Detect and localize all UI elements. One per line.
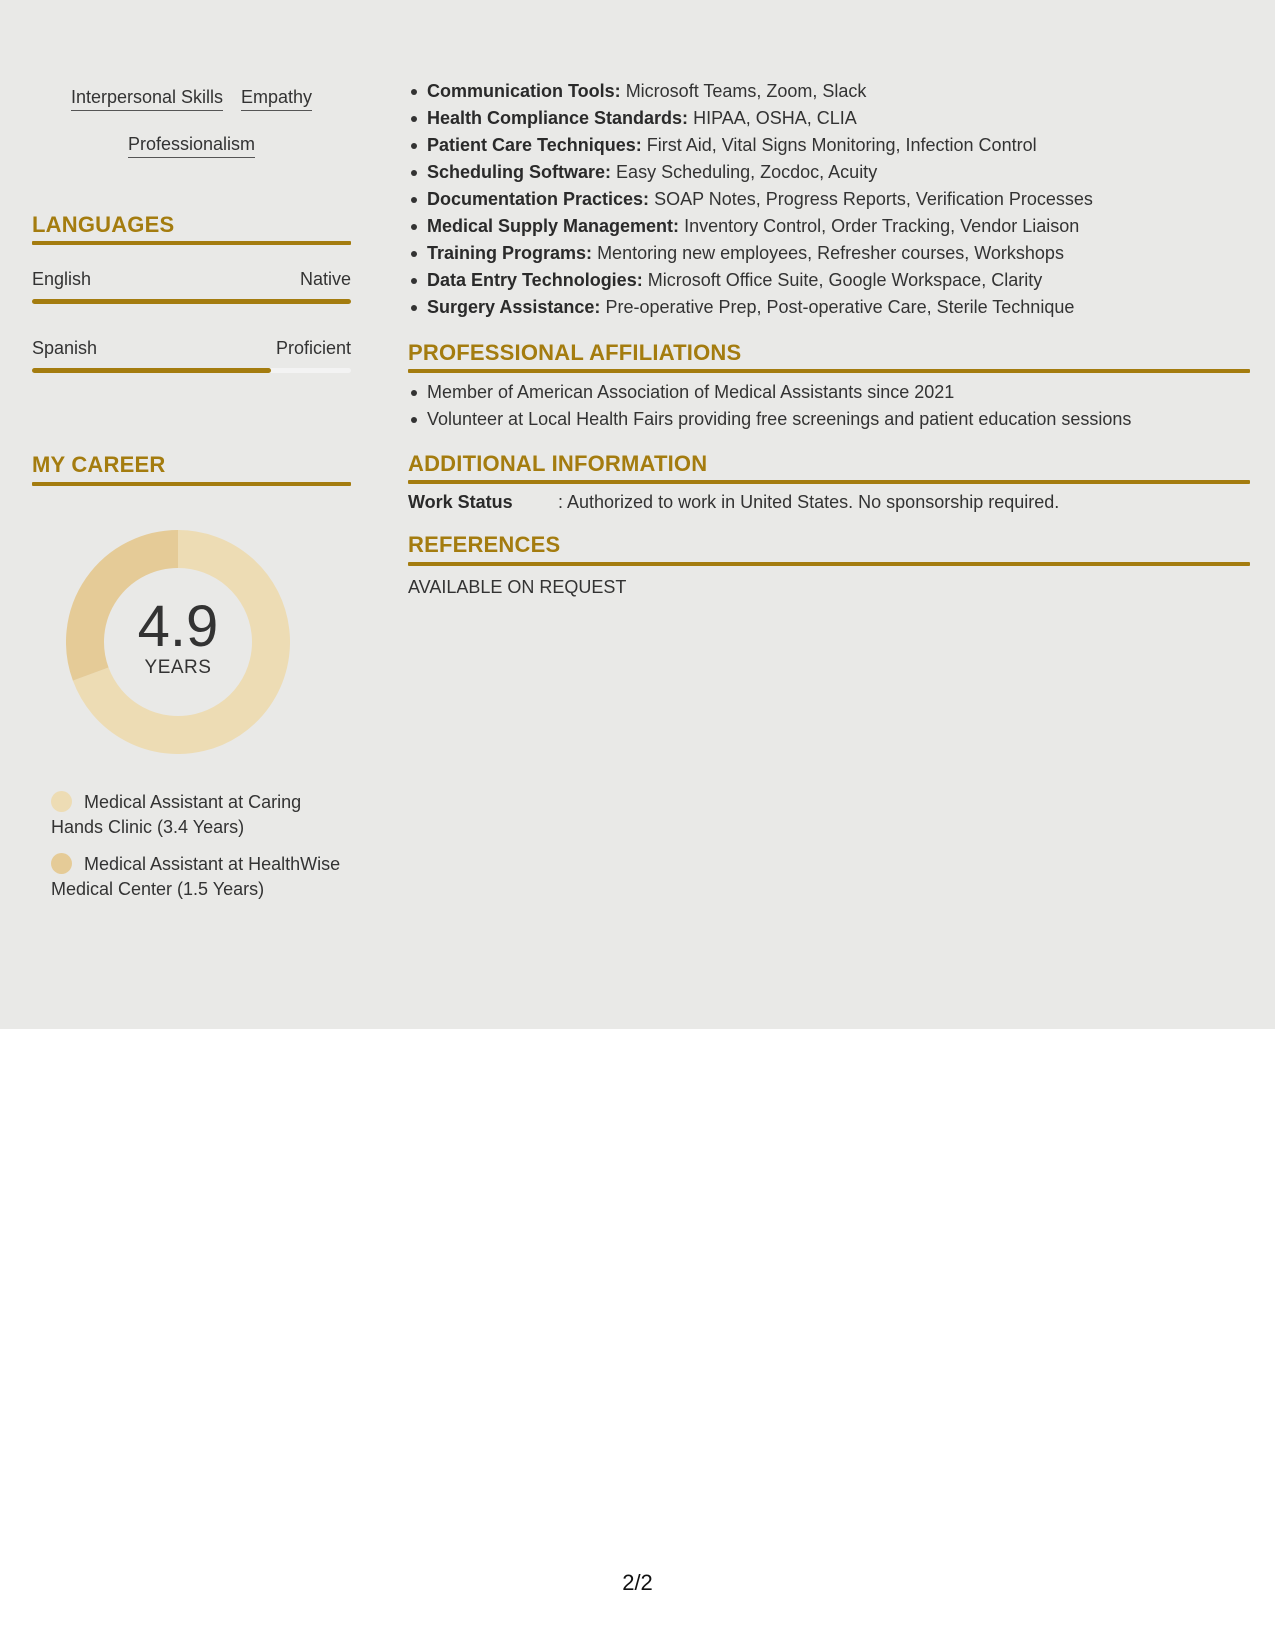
career-legend-item — [51, 852, 341, 902]
language-bar — [32, 299, 351, 304]
tools-list-item: Patient Care Techniques: First Aid, Vital Signs Monitoring, Infection Control — [427, 132, 1093, 159]
language-name: English — [32, 269, 92, 289]
affiliations-heading: PROFESSIONAL AFFILIATIONS — [408, 340, 742, 365]
tools-list-item: Surgery Assistance: Pre-operative Prep, Post-operative Care, Sterile Technique — [427, 294, 1093, 321]
career-total-unit: YEARS — [144, 657, 212, 678]
career-heading-rule — [32, 482, 351, 486]
work-status-label: Work Status — [408, 492, 513, 512]
language-name: Spanish — [32, 338, 98, 358]
tools-list-item: Communication Tools: Microsoft Teams, Zoom, Slack — [427, 78, 1093, 105]
languages-heading: LANGUAGES — [32, 212, 175, 237]
language-row — [32, 337, 351, 359]
tools-list-item: Medical Supply Management: Inventory Control, Order Tracking, Vendor Liaison — [427, 213, 1093, 240]
additional-info-heading: ADDITIONAL INFORMATION — [408, 451, 708, 476]
language-level: Native — [299, 269, 351, 289]
legend-swatch — [51, 791, 72, 812]
affiliations-list — [408, 379, 1131, 433]
language-bar-fill — [32, 368, 271, 373]
affiliations-heading-rule — [408, 369, 1250, 373]
page-number: 2/2 — [622, 1570, 653, 1595]
legend-swatch — [51, 853, 72, 874]
skill-chip: Interpersonal Skills — [71, 86, 223, 111]
tools-list-item: Training Programs: Mentoring new employees, Refresher courses, Workshops — [427, 240, 1093, 267]
references-text: AVAILABLE ON REQUEST — [408, 577, 627, 597]
tools-list-item: Data Entry Technologies: Microsoft Office Suite, Google Workspace, Clarity — [427, 267, 1093, 294]
legend-label: Medical Assistant at Caring Hands Clinic (3.4 Years) — [51, 792, 302, 837]
affiliation-item: Member of American Association of Medical Assistants since 2021 — [427, 379, 1131, 406]
career-total-value: 4.9 — [137, 594, 219, 659]
career-total — [66, 530, 290, 754]
skill-chip: Empathy — [241, 86, 312, 111]
additional-info-heading-rule — [408, 480, 1250, 484]
language-bar-fill — [32, 299, 351, 304]
language-level: Proficient — [275, 338, 351, 358]
tools-list-item: Documentation Practices: SOAP Notes, Progress Reports, Verification Processes — [427, 186, 1093, 213]
skill-chip: Professionalism — [128, 133, 255, 158]
affiliation-item: Volunteer at Local Health Fairs providing free screenings and patient education sessions — [427, 406, 1131, 433]
tools-list-item: Scheduling Software: Easy Scheduling, Zocdoc, Acuity — [427, 159, 1093, 186]
language-row — [32, 268, 351, 290]
languages-heading-rule — [32, 241, 351, 245]
language-bar — [32, 368, 351, 373]
legend-label: Medical Assistant at HealthWise Medical Center (1.5 Years) — [51, 854, 341, 899]
tools-list-item: Health Compliance Standards: HIPAA, OSHA, CLIA — [427, 105, 1093, 132]
skills-chips — [32, 86, 351, 158]
tools-list — [408, 78, 1093, 321]
references-heading-rule — [408, 562, 1250, 566]
career-heading: MY CAREER — [32, 452, 166, 477]
work-status-row — [408, 490, 1059, 514]
references-heading: REFERENCES — [408, 532, 561, 557]
career-legend-item — [51, 790, 341, 840]
career-donut-chart — [66, 530, 290, 754]
work-status-value: : Authorized to work in United States. No sponsorship required. — [558, 492, 1060, 512]
